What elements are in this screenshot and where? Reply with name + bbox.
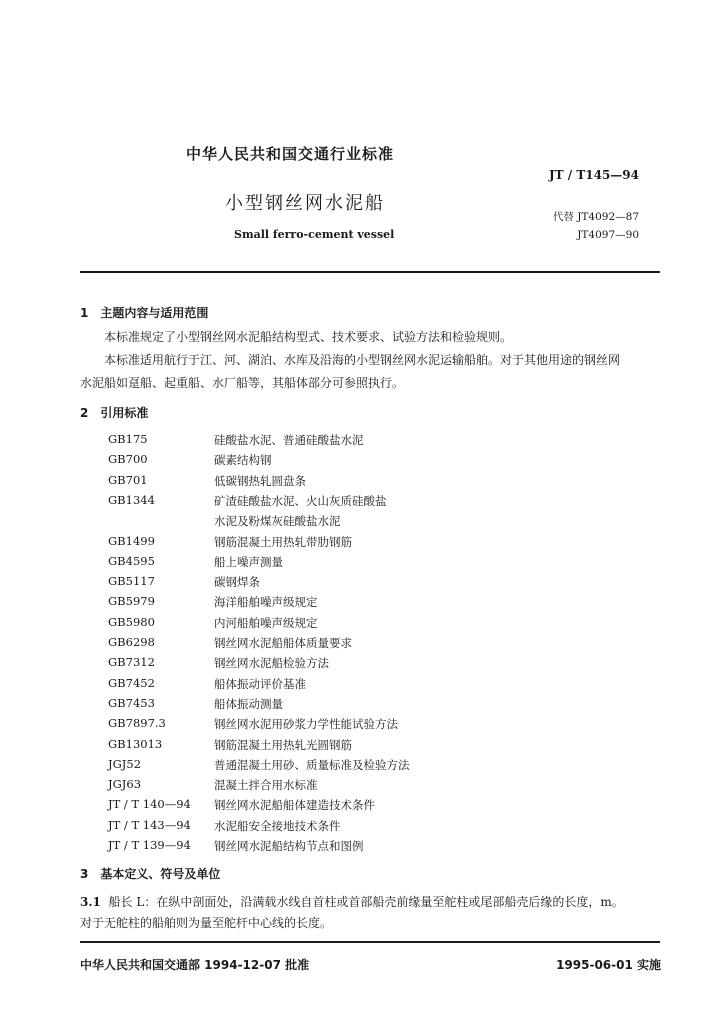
reference-code: GB5980 bbox=[108, 615, 155, 629]
reference-code: GB4595 bbox=[108, 554, 155, 568]
reference-title: 混凝土拌合用水标准 bbox=[214, 778, 318, 792]
reference-title: 矿渣硅酸盐水泥、火山灰质硅酸盐 bbox=[214, 494, 387, 508]
definition-3-1-number: 3.1 bbox=[80, 895, 101, 909]
reference-code: GB1499 bbox=[108, 534, 155, 548]
approval-note: 中华人民共和国交通部 1994-12-07 批准 bbox=[80, 958, 310, 972]
section-1-paragraph-2-line-1: 本标准适用航行于江、河、湖泊、水库及沿海的小型钢丝网水泥运输船舶。对于其他用途的钢丝网 bbox=[104, 353, 621, 367]
reference-code: JGJ52 bbox=[108, 757, 142, 771]
reference-code: GB7453 bbox=[108, 696, 155, 710]
reference-title: 硅酸盐水泥、普通硅酸盐水泥 bbox=[214, 433, 364, 447]
reference-code: GB175 bbox=[108, 432, 148, 446]
section-2-heading: 2 引用标准 bbox=[80, 406, 149, 420]
reference-title: 船体振动测量 bbox=[214, 697, 283, 711]
reference-title: 普通混凝土用砂、质量标准及检验方法 bbox=[214, 758, 410, 772]
reference-code: GB701 bbox=[108, 473, 148, 487]
section-3-heading: 3 基本定义、符号及单位 bbox=[80, 867, 221, 881]
reference-title: 低碳钢热轧圆盘条 bbox=[214, 474, 306, 488]
reference-title: 钢筋混凝土用热轧带肋钢筋 bbox=[214, 535, 352, 549]
reference-title: 碳素结构钢 bbox=[214, 453, 272, 467]
reference-title: 水泥船安全接地技术条件 bbox=[214, 819, 341, 833]
reference-title: 钢丝网水泥用砂浆力学性能试验方法 bbox=[214, 717, 398, 731]
replaces-label: 代替 bbox=[552, 211, 574, 223]
reference-code: GB7312 bbox=[108, 655, 155, 669]
definition-3-1-text: 船长 L：在纵中剖面处，沿满载水线自首柱或首部船壳前缘量至舵柱或尾部船壳后缘的长度，m。 bbox=[108, 895, 624, 909]
header-divider bbox=[80, 271, 660, 273]
reference-code: JT / T 140—94 bbox=[108, 797, 191, 811]
section-1-paragraph-2-line-2: 水泥船如趸船、起重船、水厂船等，其船体部分可参照执行。 bbox=[80, 376, 405, 390]
reference-code: GB700 bbox=[108, 452, 148, 466]
reference-code: GB6298 bbox=[108, 635, 155, 649]
replaces-line-1 bbox=[553, 209, 639, 224]
reference-code: GB1344 bbox=[108, 493, 155, 507]
reference-code: GB5979 bbox=[108, 594, 155, 608]
reference-code: GB7452 bbox=[108, 676, 155, 690]
section-1-heading: 1 主题内容与适用范围 bbox=[80, 306, 209, 320]
footer-divider bbox=[80, 941, 660, 943]
reference-code: GB5117 bbox=[108, 574, 155, 588]
reference-title: 内河船舶噪声级规定 bbox=[214, 616, 318, 630]
document-title: 小型钢丝网水泥船 bbox=[225, 193, 385, 214]
reference-code: JT / T 139—94 bbox=[108, 838, 191, 852]
reference-code: JT / T 143—94 bbox=[108, 818, 191, 832]
reference-title: 钢丝网水泥船检验方法 bbox=[214, 656, 329, 670]
reference-code: GB13013 bbox=[108, 737, 163, 751]
reference-title: 碳钢焊条 bbox=[214, 575, 260, 589]
replaces-standard-1: JT4092—87 bbox=[577, 211, 639, 223]
definition-3-1-line-2: 对于无舵柱的船舶则为量至舵杆中心线的长度。 bbox=[80, 916, 333, 930]
english-title: Small ferro-cement vessel bbox=[234, 228, 395, 241]
reference-code: GB7897.3 bbox=[108, 716, 166, 730]
standard-number: JT / T145—94 bbox=[548, 168, 639, 182]
reference-title: 钢丝网水泥船船体质量要求 bbox=[214, 636, 352, 650]
section-1-paragraph-1: 本标准规定了小型钢丝网水泥船结构型式、技术要求、试验方法和检验规则。 bbox=[104, 330, 513, 344]
replaces-standard-2: JT4097—90 bbox=[577, 229, 639, 241]
org-title: 中华人民共和国交通行业标准 bbox=[186, 145, 395, 163]
reference-title: 钢筋混凝土用热轧光圆钢筋 bbox=[214, 738, 352, 752]
reference-title: 船上噪声测量 bbox=[214, 555, 283, 569]
reference-title: 船体振动评价基准 bbox=[214, 677, 306, 691]
effective-date: 1995-06-01 实施 bbox=[556, 958, 661, 972]
definition-3-1-line-1 bbox=[80, 893, 624, 910]
reference-title: 水泥及粉煤灰硅酸盐水泥 bbox=[214, 514, 341, 528]
reference-title: 钢丝网水泥船船体建造技术条件 bbox=[214, 798, 375, 812]
reference-code: JGJ63 bbox=[108, 777, 142, 791]
reference-title: 海洋船舶噪声级规定 bbox=[214, 595, 318, 609]
reference-title: 钢丝网水泥船结构节点和图例 bbox=[214, 839, 364, 853]
